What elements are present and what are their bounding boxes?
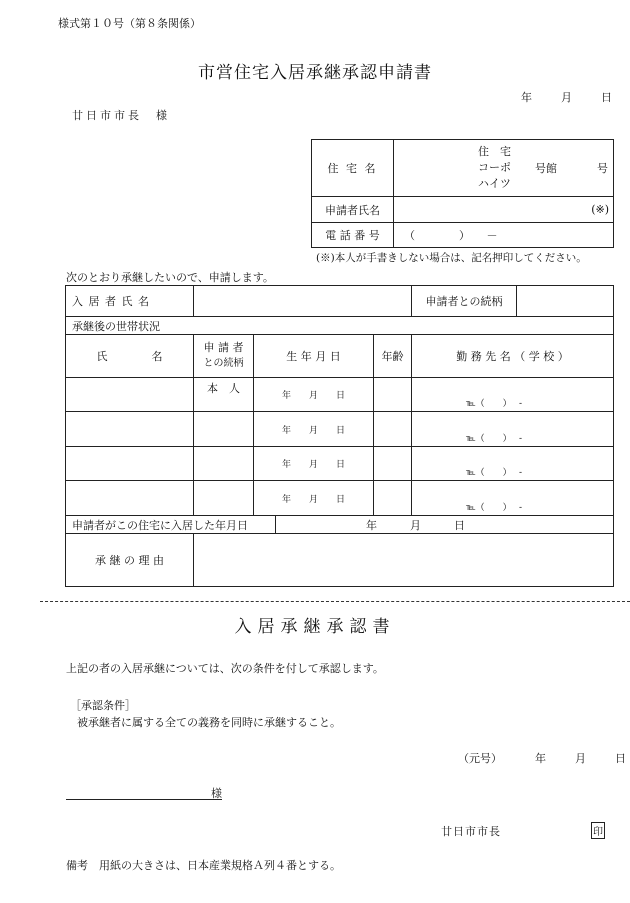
household-status-label: 承継後の世帯状況 — [72, 319, 160, 333]
member-name-field[interactable] — [66, 412, 193, 446]
member-birthdate[interactable]: 年 月 日 — [281, 460, 345, 470]
housing-type-corpo: コーポ — [478, 161, 511, 174]
approval-title: 入居承継承認書 — [234, 617, 396, 637]
request-sentence: 次のとおり承継したいので、申請します。 — [66, 271, 274, 284]
member-workplace-phone[interactable]: ℡（ ） - — [466, 433, 523, 444]
recipient-underline[interactable] — [66, 799, 222, 800]
condition-text: 被承継者に属する全ての義務を同時に承継すること。 — [77, 716, 341, 729]
handwriting-mark: (※) — [591, 203, 609, 216]
day-label: 日 — [601, 91, 612, 104]
col-header-relation — [194, 335, 253, 377]
resident-name-label: 入 居 者 氏 名 — [72, 295, 150, 308]
approval-date[interactable] — [458, 750, 626, 766]
member-name-field[interactable] — [66, 447, 193, 480]
page-title: 市営住宅入居承継承認申請書 — [198, 63, 432, 83]
applicant-name-field[interactable] — [394, 197, 613, 222]
approval-year-label: 年 — [535, 752, 546, 765]
addressee: 廿日市市長 様 — [72, 109, 170, 122]
member-birthdate[interactable]: 年 月 日 — [281, 425, 345, 436]
movein-date-label: 申請者がこの住宅に入居した年月日 — [72, 518, 248, 532]
relation-to-applicant-label: 申請者との続柄 — [425, 295, 503, 308]
member-workplace-phone[interactable]: ℡（ ） - — [466, 467, 523, 478]
era-label: （元号） — [458, 752, 502, 765]
phone-field[interactable]: （ ） － — [404, 229, 498, 242]
member-relation[interactable] — [194, 447, 253, 480]
footnote: 備考 用紙の大きさは、日本産業規格Ａ列４番とする。 — [66, 859, 341, 872]
col-header-workplace: 勤 務 先 名 （ 学 校 ） — [456, 350, 569, 363]
col-header-relation-line1: 申 請 者 — [203, 341, 244, 354]
member-relation: 本 人 — [207, 382, 240, 395]
applicant-name-label: 申請者氏名 — [325, 203, 380, 217]
application-date[interactable] — [521, 89, 612, 105]
col-header-age: 年齢 — [381, 350, 404, 363]
phone-label: 電 話 番 号 — [325, 229, 380, 242]
member-name-field[interactable] — [66, 378, 193, 411]
recipient-suffix: 様 — [211, 787, 222, 800]
housing-name-field[interactable] — [394, 140, 613, 196]
member-relation[interactable] — [194, 481, 253, 515]
year-label: 年 — [521, 91, 532, 104]
member-age-field[interactable] — [374, 447, 411, 480]
issuer-name: 廿日市市長 — [441, 825, 501, 838]
col-header-birthdate: 生 年 月 日 — [286, 350, 341, 363]
member-age-field[interactable] — [374, 481, 411, 515]
member-relation[interactable] — [194, 412, 253, 446]
approval-day-label: 日 — [615, 752, 626, 765]
member-name-field[interactable] — [66, 481, 193, 515]
approval-month-label: 月 — [575, 752, 586, 765]
col-header-relation-line2: との続柄 — [203, 358, 244, 369]
member-age-field[interactable] — [374, 412, 411, 446]
handwriting-note: (※)本人が手書きしない場合は、記名押印してください。 — [316, 252, 587, 264]
col-header-name: 氏 名 — [96, 350, 163, 363]
housing-name-label: 住 宅 名 — [327, 162, 378, 175]
form-number: 様式第１０号（第８条関係） — [58, 17, 201, 30]
member-workplace-phone[interactable]: ℡（ ） - — [466, 398, 523, 409]
member-birthdate[interactable]: 年 月 日 — [281, 391, 345, 401]
approval-sentence: 上記の者の入居承継については、次の条件を付して承認します。 — [66, 662, 384, 675]
member-workplace-phone[interactable]: ℡（ ） - — [466, 502, 523, 513]
conditions-label: ［承認条件］ — [70, 699, 136, 712]
member-age-field[interactable] — [374, 378, 411, 411]
succession-reason-field[interactable] — [194, 534, 613, 586]
building-label: 号館 — [535, 162, 557, 175]
cut-line — [40, 601, 630, 602]
resident-name-field[interactable] — [194, 286, 411, 316]
relation-to-applicant-field[interactable] — [517, 286, 613, 316]
housing-type-heights: ハイツ — [478, 177, 511, 190]
month-label: 月 — [561, 91, 572, 104]
housing-type-house: 住 宅 — [478, 145, 511, 158]
movein-date-field[interactable]: 年 月 日 — [366, 518, 465, 532]
unit-label: 号 — [597, 162, 608, 175]
member-birthdate[interactable]: 年 月 日 — [281, 494, 345, 505]
official-seal: 印 — [591, 822, 605, 839]
succession-reason-label: 承 継 の 理 由 — [95, 554, 164, 567]
